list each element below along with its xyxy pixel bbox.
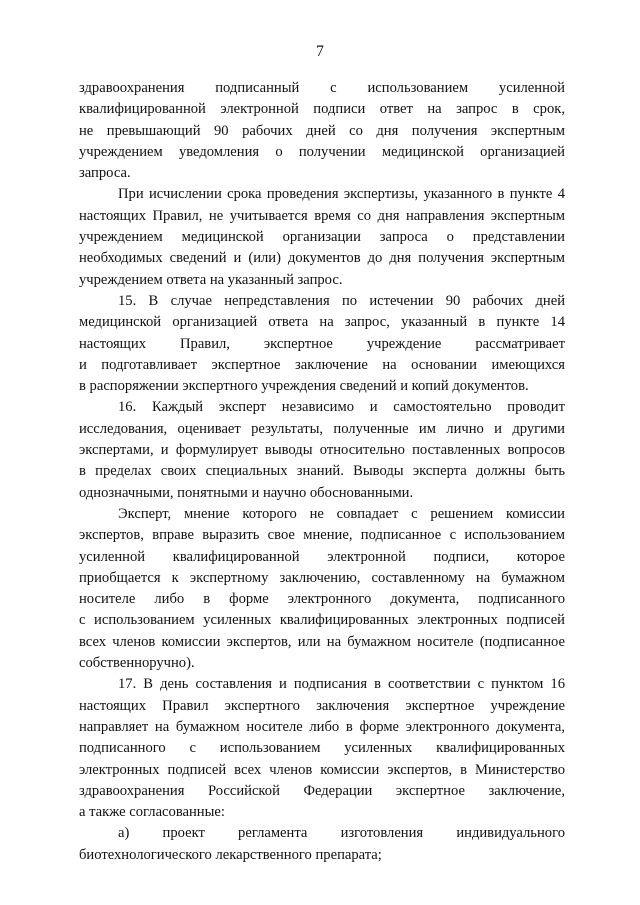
paragraph-line: необходимых сведений и (или) документов до дня получения экспертным (79, 250, 565, 267)
paragraph (79, 184, 565, 290)
document-body (79, 78, 565, 866)
paragraph-line: всех членов комиссии экспертов, или на бумажном носителе (подписанное (79, 633, 565, 650)
paragraph (79, 397, 565, 503)
paragraph (79, 674, 565, 823)
paragraph-line: экспертов, вправе выразить свое мнение, подписанное с использованием (79, 527, 565, 544)
paragraph-line: учреждением уведомления о получении медицинской организацией (79, 143, 565, 160)
paragraph-line: исследования, оценивает результаты, полученные им лично и другими (79, 420, 565, 437)
paragraph-line: биотехнологического лекарственного препарата; (79, 846, 382, 863)
paragraph-line: в пределах своих специальных знаний. Выводы эксперта должны быть (79, 463, 565, 480)
paragraph-line: учреждением ответа на указанный запрос. (79, 271, 343, 288)
paragraph-line: усиленной квалифицированной электронной подписи, которое (79, 548, 565, 565)
paragraph-line: квалифицированной электронной подписи ответ на запрос в срок, (79, 101, 565, 118)
paragraph-line: настоящих Правил, не учитывается время со дня направления экспертным (79, 207, 565, 224)
paragraph-line: а также согласованные: (79, 804, 225, 821)
paragraph-line: однозначными, понятными и научно обоснованными. (79, 484, 414, 501)
paragraph-line: подписанного с использованием усиленных квалифицированных (79, 740, 565, 757)
paragraph-line: экспертами, и формулирует выводы относительно поставленных вопросов (79, 442, 565, 459)
paragraph (79, 78, 565, 184)
paragraph-line: с использованием усиленных квалифицированных электронных подписей (79, 612, 565, 629)
paragraph-line: 15. В случае непредставления по истечении 90 рабочих дней (118, 292, 565, 309)
paragraph (79, 823, 565, 866)
paragraph-line: настоящих Правил, экспертное учреждение рассматривает (79, 335, 565, 352)
paragraph-line: здравоохранения Российской Федерации экспертное заключение, (79, 782, 565, 799)
paragraph-line: в распоряжении экспертного учреждения сведений и копий документов. (79, 378, 529, 395)
paragraph-line: 17. В день составления и подписания в соответствии с пунктом 16 (118, 676, 565, 693)
paragraph-line: собственноручно). (79, 655, 195, 672)
paragraph-line: учреждением медицинской организации запроса о представлении (79, 229, 565, 246)
paragraph-line: направляет на бумажном носителе либо в форме электронного документа, (79, 718, 565, 735)
paragraph-line: При исчислении срока проведения экспертизы, указанного в пункте 4 (118, 186, 565, 203)
paragraph-line: и подготавливает экспертное заключение на основании имеющихся (79, 356, 565, 373)
paragraph-line: электронных подписей всех членов комиссии экспертов, в Министерство (79, 761, 565, 778)
page-number: 7 (316, 43, 324, 60)
paragraph-line: Эксперт, мнение которого не совпадает с решением комиссии (118, 505, 565, 522)
paragraph-line: носителе либо в форме электронного документа, подписанного (79, 591, 565, 608)
paragraph-line: 16. Каждый эксперт независимо и самостоятельно проводит (118, 399, 565, 416)
paragraph-line: здравоохранения подписанный с использованием усиленной (79, 80, 565, 96)
paragraph-line: а) проект регламента изготовления индивидуального (118, 825, 565, 842)
paragraph-line: не превышающий 90 рабочих дней со дня получения экспертным (79, 122, 565, 139)
paragraph-line: запроса. (79, 165, 131, 182)
paragraph-line: настоящих Правил экспертного заключения экспертное учреждение (79, 697, 565, 714)
paragraph (79, 291, 565, 397)
paragraph (79, 504, 565, 674)
paragraph-line: приобщается к экспертному заключению, составленному на бумажном (79, 569, 565, 586)
paragraph-line: медицинской организацией ответа на запрос, указанный в пункте 14 (79, 314, 565, 331)
